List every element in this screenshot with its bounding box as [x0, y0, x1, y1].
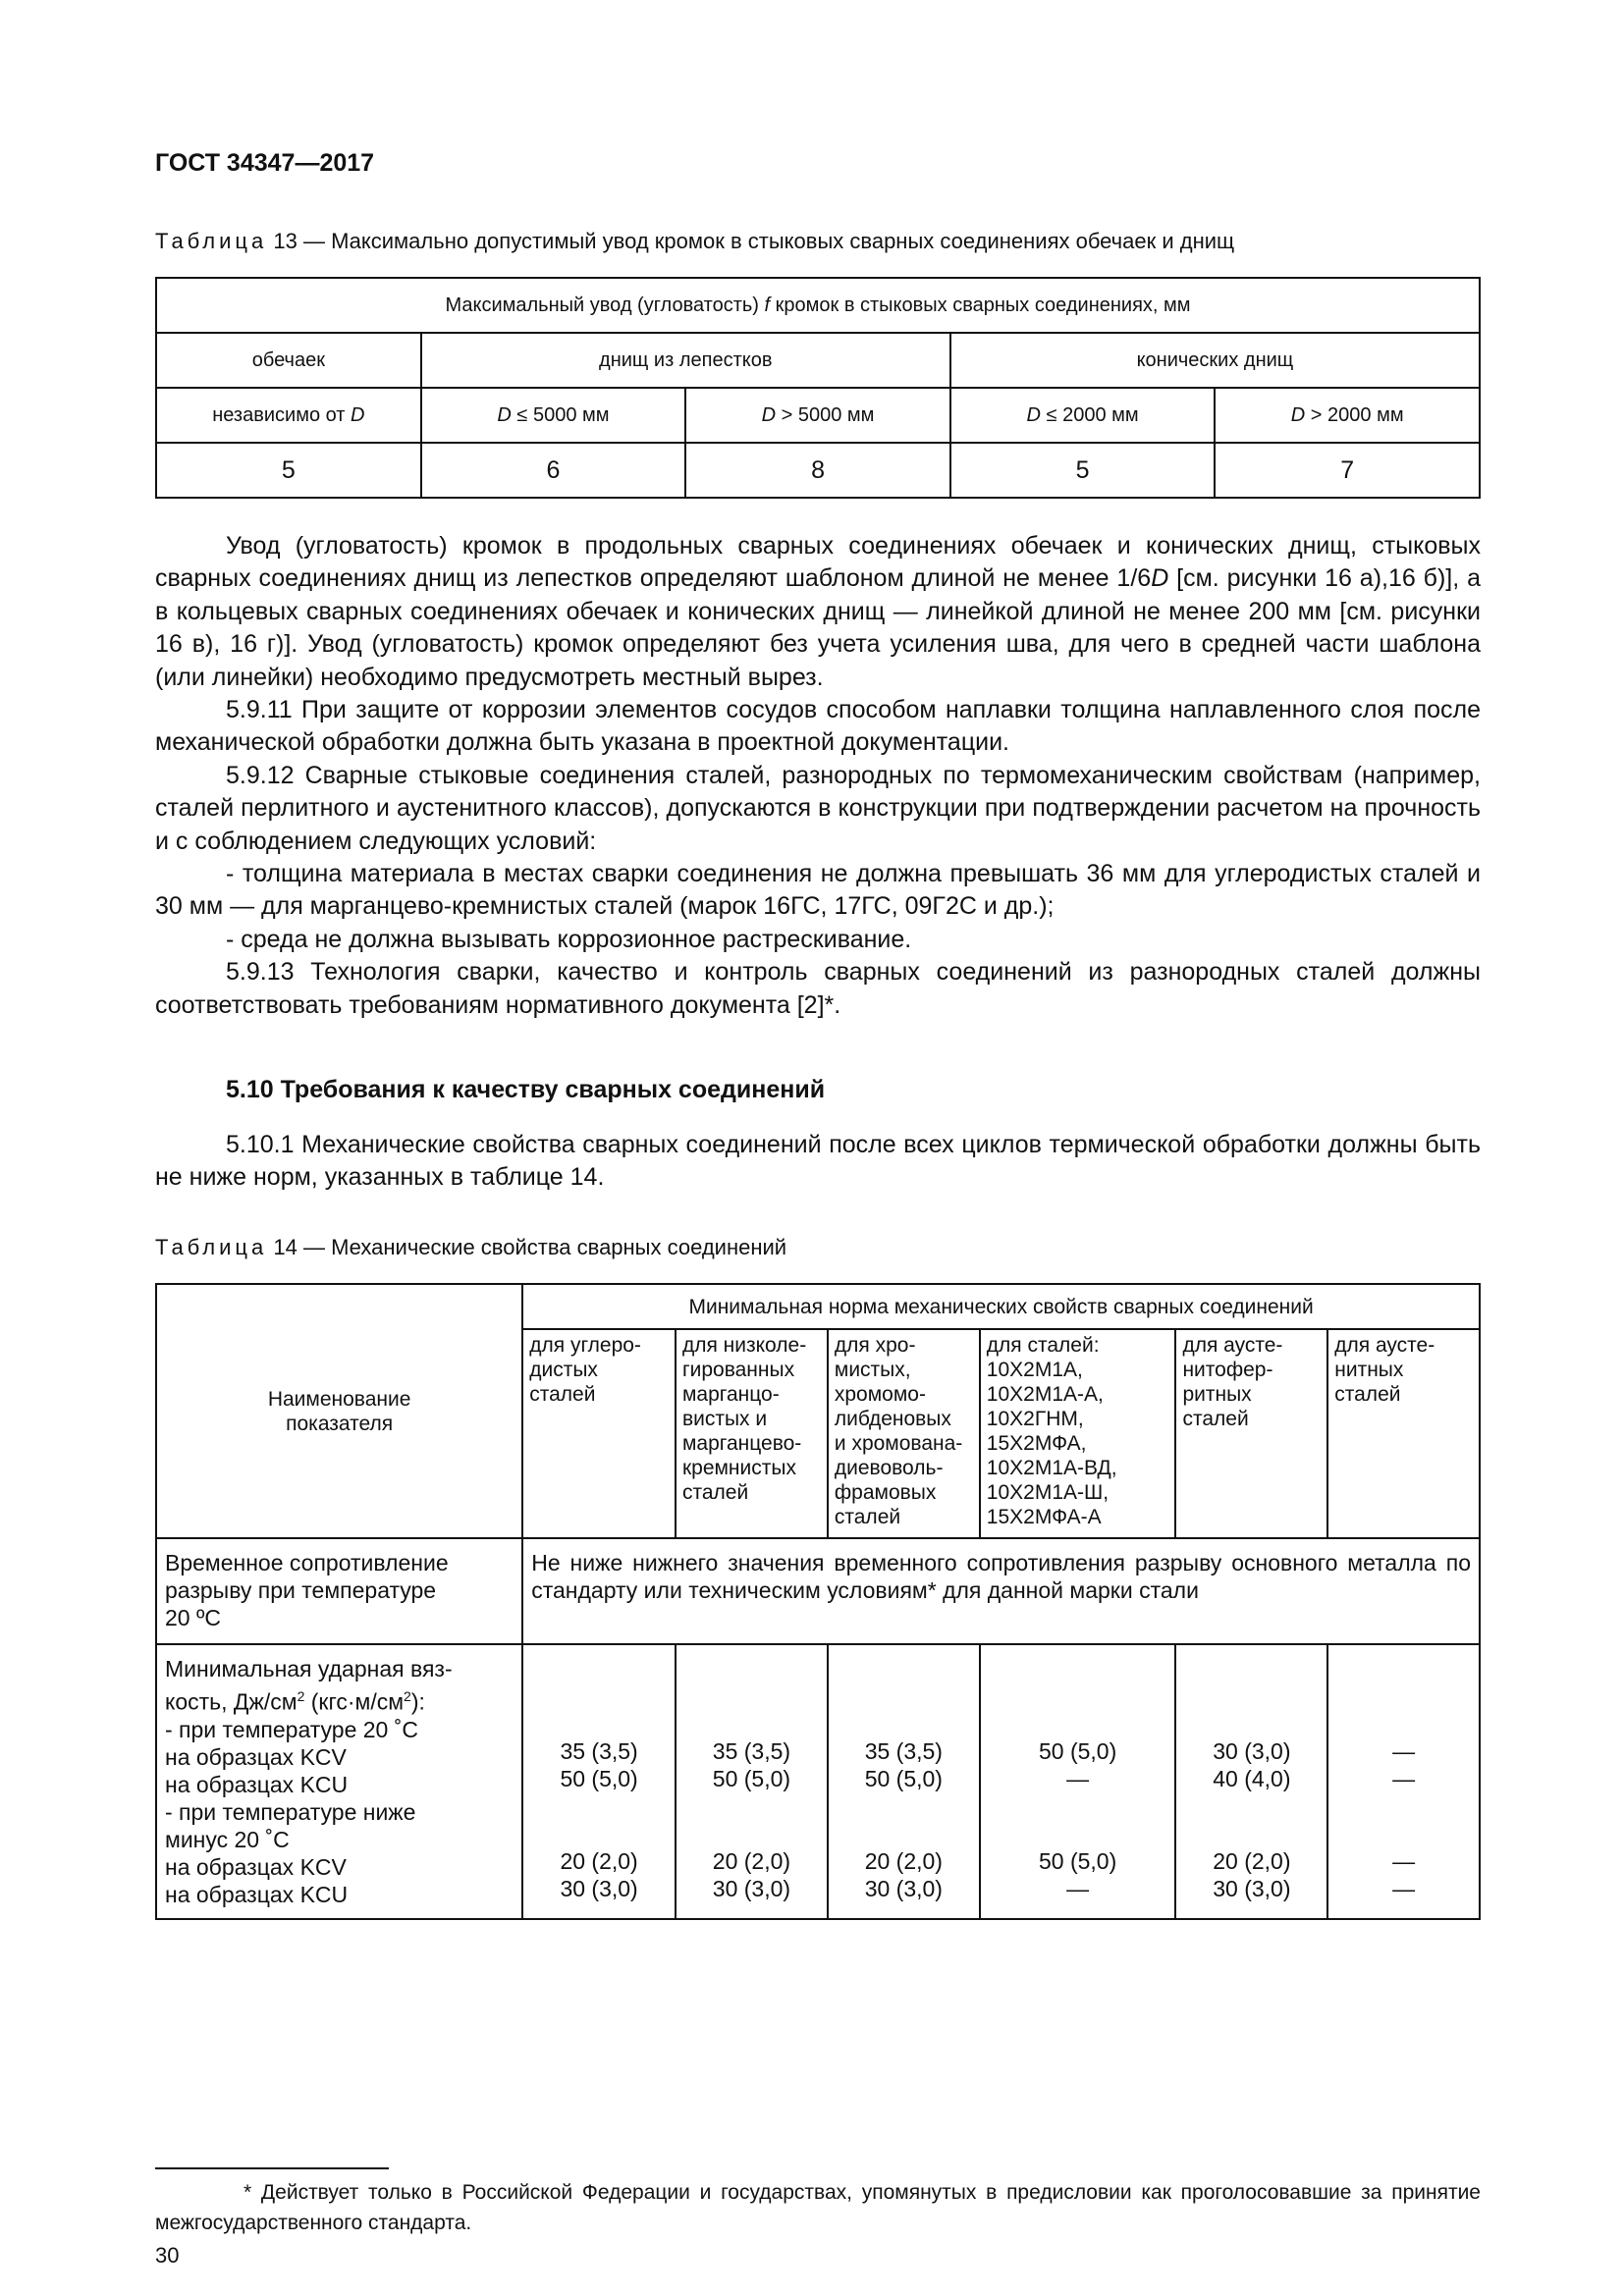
table-13-title-text: Максимальный увод (угловатость) — [445, 294, 759, 316]
column-header: для сталей: 10Х2М1А, 10Х2М1А-А, 10Х2ГНМ, 15Х2МФА, 10Х2М1А-ВД, 10Х2М1А-Ш, 15Х2МФА-А — [980, 1329, 1176, 1538]
table-13-value: 7 — [1215, 443, 1480, 498]
column-header: для аусте- нитофер- ритных сталей — [1175, 1329, 1327, 1538]
table-13-title — [156, 278, 1480, 333]
row-label: Временное сопротивление разрыву при температуре 20 ºС — [156, 1538, 522, 1644]
table-13-sub-header-text: > 5000 мм — [781, 403, 875, 426]
column-header: для низколе- гированных марганцо- вистых и марганцево- кремнистых сталей — [676, 1329, 828, 1538]
table-13-sub-header — [156, 388, 421, 443]
paragraph-text: [см. рисунки 16 а),16 б)], а в кольцевых сварных соединениях обечаек и конических днищ — линейкой длиной не менее 200 мм [см. рисунки 16 в), 16 г)]. Увод (угловатость) кромок определяют без учета усиления шва, для чего в средней части шаблона (или линейки) необходимо предусмотреть местный вырез. — [155, 564, 1481, 691]
table-13-group-header: днищ из лепестков — [421, 333, 950, 388]
row-value: Не ниже нижнего значения временного сопротивления разрыву основного металла по стандарту или техническим условиям* для данной марки стали — [522, 1538, 1480, 1644]
cell-values: 35 (3,5) 50 (5,0) 20 (2,0) 30 (3,0) — [676, 1644, 828, 1919]
document-header: ГОСТ 34347—2017 — [155, 149, 375, 177]
paragraph: - среда не должна вызывать коррозионное растрескивание. — [226, 925, 912, 953]
page-number: 30 — [155, 2243, 180, 2268]
table-13-sub-var: D — [497, 403, 512, 426]
column-header: для углеро- дистых сталей — [522, 1329, 676, 1538]
table-13-group-header: конических днищ — [950, 333, 1480, 388]
paragraph-var: D — [1151, 564, 1169, 593]
table-13-group-header: обечаек — [156, 333, 421, 388]
paragraph: 5.9.13 Технология сварки, качество и контроль сварных соединений из разнородных сталей должны соответствовать требованиям нормативного документа [2]*. — [155, 958, 1481, 1019]
indicator-header: Наименование показателя — [156, 1284, 522, 1538]
paragraph: 5.10.1 Механические свойства сварных соединений после всех циклов термической обработки должны быть не ниже норм, указанных в таблице 14. — [155, 1131, 1481, 1192]
paragraph: 5.9.11 При защите от коррозии элементов сосудов способом наплавки толщина наплавленного слоя после механической обработки должна быть указана в проектной документации. — [155, 696, 1481, 757]
table-14-caption-word: Таблица — [155, 1235, 268, 1259]
column-header: для хро- мистых, хромомо- либденовых и хромована- диевоволь- фрамовых сталей — [828, 1329, 980, 1538]
cell-values: 50 (5,0) — 50 (5,0) — — [980, 1644, 1176, 1919]
table-13-caption — [155, 229, 1234, 254]
table-13-value: 5 — [950, 443, 1216, 498]
body-text — [155, 530, 1481, 1022]
table-13-sub-header-text: независимо от — [212, 403, 346, 426]
body-text — [155, 1129, 1481, 1195]
table-13-value: 5 — [156, 443, 421, 498]
row-label-text: (кгс·м/см — [304, 1688, 405, 1715]
row-label-text: Минимальная ударная вяз- кость, Дж/см — [165, 1656, 453, 1715]
table-13-title-var: f — [764, 294, 771, 316]
table-13-sub-header — [1215, 388, 1480, 443]
row-label-text: ): - при температуре 20 ˚С на образцах KCV на образцах KCU - при температуре ниже минус 20 ˚С на образцах KCV на образцах KCU — [165, 1688, 425, 1907]
table-13-caption-word: Таблица — [155, 229, 268, 253]
table-13-value: 8 — [685, 443, 950, 498]
cell-values: 30 (3,0) 40 (4,0) 20 (2,0) 30 (3,0) — [1175, 1644, 1327, 1919]
footnote-divider — [155, 2167, 389, 2169]
table-13-value: 6 — [421, 443, 686, 498]
table-13-sub-var: D — [761, 403, 777, 426]
table-13-sub-var: D — [351, 403, 365, 426]
section-heading: 5.10 Требования к качеству сварных соединений — [226, 1076, 826, 1103]
table-13-sub-header-text: > 2000 мм — [1310, 403, 1404, 426]
paragraph: 5.9.12 Сварные стыковые соединения сталей, разнородных по термомеханическим свойствам (например, сталей перлитного и аустенитного классов), допускаются в конструкции при подтверждении расчетом на прочность и с соблюдением следующих условий: — [155, 761, 1481, 855]
table-14-caption-text: 14 — Механические свойства сварных соединений — [273, 1235, 787, 1259]
cell-values: — — — — — [1327, 1644, 1480, 1919]
table-13-title-rest: кромок в стыковых сварных соединениях, мм — [775, 294, 1191, 316]
table-13-sub-var: D — [1290, 403, 1306, 426]
table-13 — [155, 277, 1481, 499]
table-13-sub-header-text: ≤ 5000 мм — [516, 403, 610, 426]
row-label — [156, 1644, 522, 1919]
group-header: Минимальная норма механических свойств сварных соединений — [522, 1284, 1480, 1329]
table-14 — [155, 1283, 1481, 1920]
table-13-sub-header — [421, 388, 686, 443]
table-13-sub-header — [950, 388, 1216, 443]
superscript: 2 — [404, 1688, 411, 1704]
table-13-sub-header-text: ≤ 2000 мм — [1046, 403, 1139, 426]
paragraph-text: Увод (угловатость) кромок в продольных сварных соединениях обечаек и конических днищ, стыковых сварных соединениях днищ из лепестков определяют шаблоном длиной не менее 1/6 — [155, 532, 1481, 593]
table-13-sub-var: D — [1026, 403, 1041, 426]
table-13-caption-text: 13 — Максимально допустимый увод кромок в стыковых сварных соединениях обечаек и днищ — [273, 229, 1235, 253]
superscript: 2 — [297, 1688, 305, 1704]
footnote — [155, 2177, 1481, 2238]
paragraph: - толщина материала в местах сварки соединения не должна превышать 36 мм для углеродистых сталей и 30 мм — для марганцево-кремнистых сталей (марок 16ГС, 17ГС, 09Г2С и др.); — [155, 860, 1481, 921]
cell-values: 35 (3,5) 50 (5,0) 20 (2,0) 30 (3,0) — [828, 1644, 980, 1919]
paragraph — [155, 530, 1481, 694]
footnote-text: * Действует только в Российской Федерации и государствах, упомянутых в предисловии как проголосовавшие за принятие межгосударственного стандарта. — [155, 2181, 1481, 2234]
table-14-caption — [155, 1235, 786, 1260]
cell-values: 35 (3,5) 50 (5,0) 20 (2,0) 30 (3,0) — [522, 1644, 676, 1919]
table-13-sub-header — [685, 388, 950, 443]
column-header: для аусте- нитных сталей — [1327, 1329, 1480, 1538]
